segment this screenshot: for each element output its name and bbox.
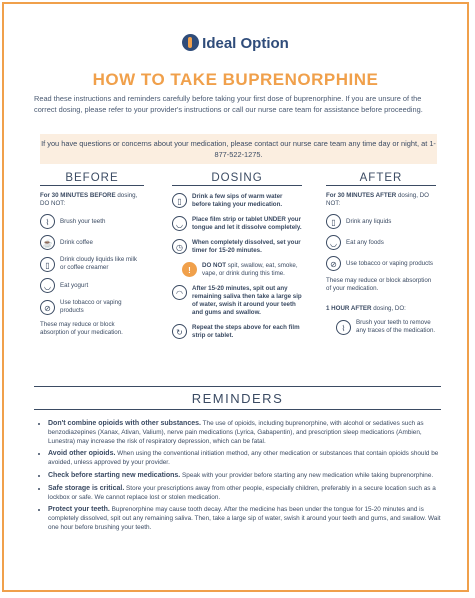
warning-icon: !: [182, 262, 197, 277]
reminder-item: • Protect your teeth. Buprenorphine may cause tooth decay. After the medicine has been under the tongue for 15-20 minutes and is completely dissolved, spit out any remaining saliva. Then, take a large sip of water, swish it around your teeth and gums, and swallow. Wait one hour before brushing your teeth.: [48, 506, 441, 532]
dosing-heading: DOSING: [172, 174, 302, 186]
list-item: ☕ Drink coffee: [40, 235, 144, 250]
reminder-item: • Don't combine opioids with other substances. The use of opioids, including buprenorphine, with alcohol or sedatives such as benzodiazepines (Xanax, Ativan, Valium), nerve pain medications (Lyrica, Gabapentin), and prescription sleep medications (Ambien, Lunestra) may increase the risk of respiratory depression, which can be fatal.: [48, 420, 441, 446]
vape-icon: ⊘: [40, 300, 55, 315]
yogurt-icon: ◡: [40, 278, 55, 293]
vape-icon: ⊘: [326, 256, 341, 271]
reminders-section: [34, 386, 441, 537]
water-glass-icon: ▯: [326, 214, 341, 229]
toothbrush-icon: ⌇: [40, 214, 55, 229]
list-item: ⌇ Brush your teeth to remove any traces of the medication.: [336, 319, 436, 335]
brand-logo-icon: [182, 34, 199, 51]
reminders-list: [34, 420, 441, 533]
after-column: [326, 174, 436, 335]
dosing-step: ▯ Drink a few sips of warm water before taking your medication.: [172, 193, 302, 209]
reminder-item: • Safe storage is critical. Store your prescriptions away from other people, especially children, preferably in a secure location such as a lockbox or safe. We cannot replace lost or stolen medication.: [48, 485, 441, 503]
dosing-step: ↻ Repeat the steps above for each film strip or tablet.: [172, 324, 302, 340]
repeat-icon: ↻: [172, 324, 187, 339]
food-bowl-icon: ◡: [326, 235, 341, 250]
dosing-step: ◡ Place film strip or tablet UNDER your tongue and let it dissolve completely.: [172, 216, 302, 232]
spit-icon: ◠: [172, 285, 187, 300]
reminder-item: • Check before starting new medications. Speak with your provider before starting any new medication while taking buprenorphine.: [48, 472, 441, 481]
dosing-step: ◠ After 15-20 minutes, spit out any remaining saliva then take a large sip of water, swish it around your teeth and gums and swallow.: [172, 285, 302, 317]
contact-callout: If you have questions or concerns about your medication, please contact our nurse care team any time day or night, at 1-877-522-1275.: [40, 134, 437, 164]
toothbrush-icon: ⌇: [336, 320, 351, 335]
list-item: ⊘ Use tobacco or vaping products: [40, 299, 144, 315]
water-glass-icon: ▯: [172, 193, 187, 208]
list-item: ⊘ Use tobacco or vaping products: [326, 256, 436, 271]
reminder-item: • Avoid other opioids. When using the conventional initiation method, any other medication or substances that contain opioids should be avoided, unless approved by your provider.: [48, 450, 441, 468]
page-title: HOW TO TAKE BUPRENORPHINE: [92, 70, 379, 89]
document-page: [2, 2, 469, 592]
reminders-heading: REMINDERS: [34, 386, 441, 410]
after-heading: AFTER: [326, 174, 436, 186]
intro-paragraph: Read these instructions and reminders carefully before taking your first dose of buprenorphine. If you are unsure of the correct dosing, please refer to your provider's instructions or call our nurse care team for assistance before proceeding.: [34, 94, 423, 114]
list-item: ◡ Eat yogurt: [40, 278, 144, 293]
dosing-warning: ! DO NOT spit, swallow, eat, smoke, vape, or drink during this time.: [182, 262, 302, 278]
brand-name: Ideal Option: [202, 35, 289, 52]
milk-glass-icon: ▯: [40, 257, 55, 272]
coffee-cup-icon: ☕: [40, 235, 55, 250]
list-item: ▯ Drink cloudy liquids like milk or coffee creamer: [40, 256, 144, 272]
tongue-icon: ◡: [172, 216, 187, 231]
before-note: These may reduce or block absorption of your medication.: [40, 321, 123, 336]
list-item: ◡ Eat any foods: [326, 235, 436, 250]
brand-logo: [4, 34, 467, 52]
list-item: ▯ Drink any liquids: [326, 214, 436, 229]
after-hour-intro: 1 HOUR AFTER dosing, DO:: [326, 305, 406, 312]
dosing-column: [172, 174, 302, 340]
before-heading: BEFORE: [40, 174, 144, 186]
before-column: [40, 174, 144, 337]
list-item: ⌇ Brush your teeth: [40, 214, 144, 229]
before-intro: For 30 MINUTES BEFORE dosing, DO NOT:: [40, 192, 138, 207]
timer-icon: ◷: [172, 239, 187, 254]
after-note: These may reduce or block absorption of your medication.: [326, 277, 432, 292]
dosing-step: ◷ When completely dissolved, set your timer for 15-20 minutes.: [172, 239, 302, 255]
after-intro: For 30 MINUTES AFTER dosing, DO NOT:: [326, 192, 429, 207]
